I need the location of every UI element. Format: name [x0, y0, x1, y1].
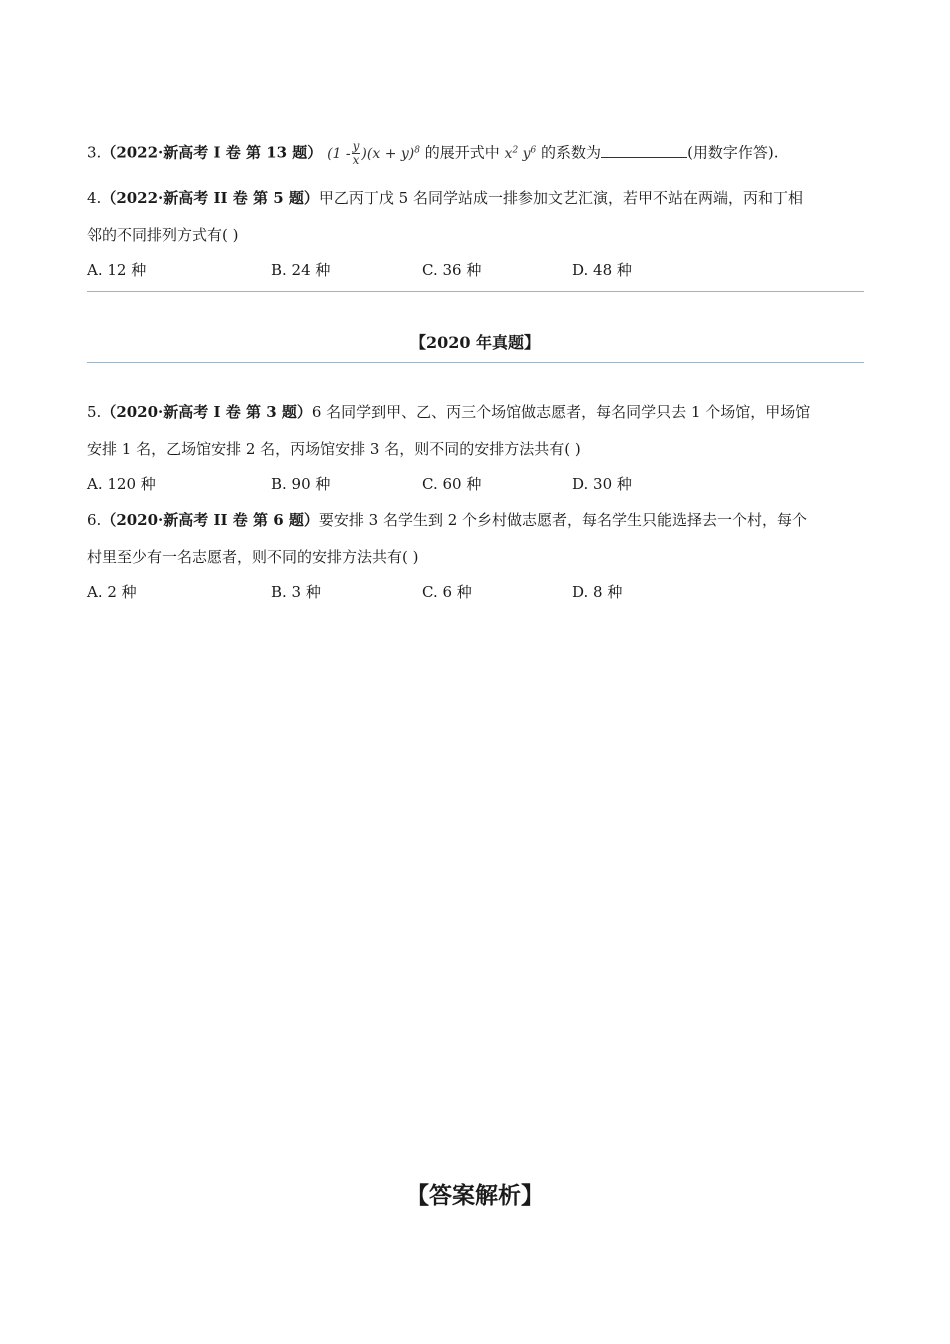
fraction-numerator: y: [352, 139, 360, 154]
option-a: A. 120 种: [87, 475, 156, 493]
question-source: （2020·新高考 II 卷 第 6 题）: [101, 511, 319, 529]
expr-part: (1 -: [327, 145, 351, 162]
question-text: (用数字作答).: [687, 143, 779, 162]
option-b: B. 24 种: [271, 261, 331, 279]
option-b: B. 90 种: [271, 475, 331, 493]
question-source: （2020·新高考 I 卷 第 3 题）: [101, 403, 312, 421]
question-5-line-1: [87, 402, 810, 422]
divider: [87, 291, 864, 292]
option-d: D. 8 种: [572, 583, 623, 601]
question-number: 5.: [87, 403, 102, 421]
question-4-line-2: 邻的不同排列方式有( ): [87, 226, 239, 244]
question-4-line-1: [87, 188, 803, 208]
question-number: 6.: [87, 511, 102, 529]
question-text: 要安排 3 名学生到 2 个乡村做志愿者，每名学生只能选择去一个村，每个: [318, 511, 808, 529]
question-number: 3.: [87, 143, 102, 162]
question-6-line-2: 村里至少有一名志愿者，则不同的安排方法共有( ): [87, 548, 419, 566]
question-number: 4.: [87, 189, 102, 207]
question-6-line-1: [87, 510, 807, 530]
fraction: [352, 140, 361, 167]
option-a: A. 2 种: [87, 583, 137, 601]
section-title: 【2020 年真题】: [409, 333, 541, 352]
fraction-denominator: x: [352, 153, 360, 168]
question-text: 6 名同学到甲、乙、丙三个场馆做志愿者，每名同学只去 1 个场馆，甲场馆: [311, 403, 811, 421]
question-text: 的系数为: [536, 143, 602, 162]
answer-blank: [601, 143, 687, 158]
exponent: 8: [414, 145, 420, 155]
question-text: 甲乙丙丁戊 5 名同学站成一排参加文艺汇演，若甲不站在两端，丙和丁相: [318, 189, 803, 207]
question-source: （2022·新高考 I 卷 第 13 题）: [101, 143, 323, 162]
option-b: B. 3 种: [271, 583, 321, 601]
expr-part: )(x + y): [361, 145, 415, 162]
question-source: （2022·新高考 II 卷 第 5 题）: [101, 189, 319, 207]
option-d: D. 48 种: [572, 261, 632, 279]
math-expression: [327, 139, 420, 168]
option-c: C. 6 种: [422, 583, 472, 601]
question-3: [87, 140, 779, 167]
option-d: D. 30 种: [572, 475, 632, 493]
option-a: A. 12 种: [87, 261, 147, 279]
option-c: C. 60 种: [422, 475, 482, 493]
question-5-line-2: 安排 1 名，乙场馆安排 2 名，丙场馆安排 3 名，则不同的安排方法共有( ): [87, 440, 581, 458]
divider: [87, 362, 864, 363]
term-x: $x^2$ $y^6$: [504, 145, 537, 162]
answer-section-title: 【答案解析】: [406, 1182, 544, 1209]
question-text: 的展开式中: [419, 143, 505, 162]
option-c: C. 36 种: [422, 261, 482, 279]
